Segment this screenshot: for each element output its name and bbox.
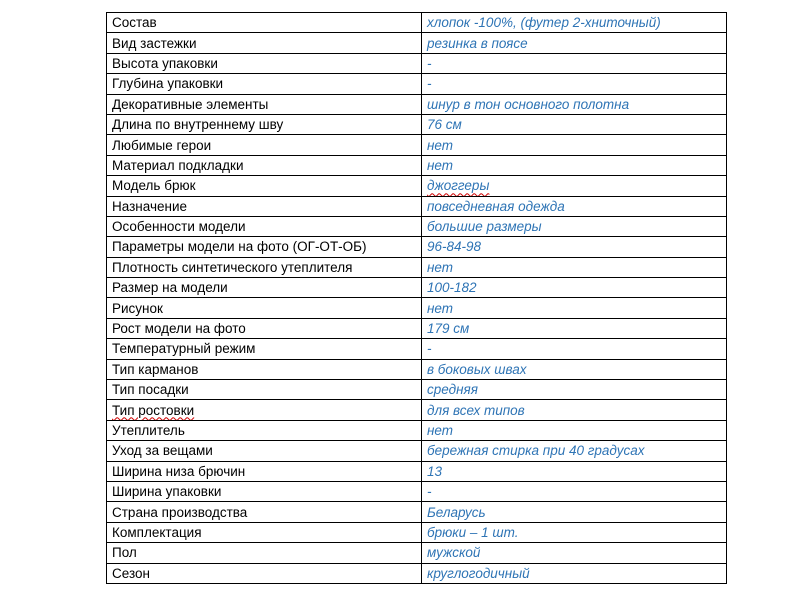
property-cell: Особенности модели: [107, 216, 422, 236]
value-cell: -: [422, 53, 727, 73]
value-cell: мужской: [422, 543, 727, 563]
spellcheck-flagged-text: джоггеры: [427, 178, 490, 194]
table-row: [107, 298, 727, 318]
table-row: [107, 481, 727, 501]
property-cell: Материал подкладки: [107, 155, 422, 175]
value-cell: [422, 176, 727, 196]
table-row: [107, 135, 727, 155]
property-cell: Высота упаковки: [107, 53, 422, 73]
property-cell: Размер на модели: [107, 278, 422, 298]
property-cell: Вид застежки: [107, 33, 422, 53]
property-cell: Любимые герои: [107, 135, 422, 155]
table-row: [107, 441, 727, 461]
table-row: [107, 563, 727, 583]
table-row: [107, 522, 727, 542]
value-cell: для всех типов: [422, 400, 727, 420]
value-cell: нет: [422, 257, 727, 277]
table-row: [107, 155, 727, 175]
property-cell: Комплектация: [107, 522, 422, 542]
table-row: [107, 380, 727, 400]
table-row: [107, 461, 727, 481]
value-cell: -: [422, 481, 727, 501]
table-row: [107, 237, 727, 257]
table-row: [107, 94, 727, 114]
table-row: [107, 216, 727, 236]
table-row: [107, 359, 727, 379]
property-cell: Температурный режим: [107, 339, 422, 359]
value-cell: хлопок -100%, (футер 2-хниточный): [422, 13, 727, 33]
property-cell: Модель брюк: [107, 176, 422, 196]
table-row: [107, 13, 727, 33]
product-spec-table: [106, 12, 727, 584]
spellcheck-flagged-text: Тип ростовки: [112, 402, 195, 418]
value-cell: 96-84-98: [422, 237, 727, 257]
table-row: [107, 318, 727, 338]
property-cell: Глубина упаковки: [107, 74, 422, 94]
value-cell: 13: [422, 461, 727, 481]
property-cell: Ширина упаковки: [107, 481, 422, 501]
value-cell: нет: [422, 420, 727, 440]
table-row: [107, 339, 727, 359]
property-cell: Пол: [107, 543, 422, 563]
property-cell: [107, 400, 422, 420]
value-cell: большие размеры: [422, 216, 727, 236]
table-row: [107, 257, 727, 277]
property-cell: Тип карманов: [107, 359, 422, 379]
value-cell: нет: [422, 298, 727, 318]
value-cell: нет: [422, 135, 727, 155]
property-cell: Рост модели на фото: [107, 318, 422, 338]
property-cell: Назначение: [107, 196, 422, 216]
table-row: [107, 53, 727, 73]
table-row: [107, 74, 727, 94]
property-cell: Длина по внутреннему шву: [107, 114, 422, 134]
value-cell: 76 см: [422, 114, 727, 134]
table-row: [107, 176, 727, 196]
property-cell: Сезон: [107, 563, 422, 583]
table-row: [107, 502, 727, 522]
value-cell: средняя: [422, 380, 727, 400]
table-row: [107, 33, 727, 53]
table-row: [107, 543, 727, 563]
value-cell: шнур в тон основного полотна: [422, 94, 727, 114]
table-row: [107, 420, 727, 440]
value-cell: брюки – 1 шт.: [422, 522, 727, 542]
value-cell: 100-182: [422, 278, 727, 298]
property-cell: Рисунок: [107, 298, 422, 318]
property-cell: Ширина низа брючин: [107, 461, 422, 481]
value-cell: бережная стирка при 40 градусах: [422, 441, 727, 461]
value-cell: резинка в поясе: [422, 33, 727, 53]
table-row: [107, 278, 727, 298]
property-cell: Уход за вещами: [107, 441, 422, 461]
value-cell: повседневная одежда: [422, 196, 727, 216]
property-cell: Декоративные элементы: [107, 94, 422, 114]
property-cell: Состав: [107, 13, 422, 33]
value-cell: -: [422, 74, 727, 94]
value-cell: в боковых швах: [422, 359, 727, 379]
property-cell: Плотность синтетического утеплителя: [107, 257, 422, 277]
value-cell: 179 см: [422, 318, 727, 338]
property-cell: Утеплитель: [107, 420, 422, 440]
property-cell: Параметры модели на фото (ОГ-ОТ-ОБ): [107, 237, 422, 257]
table-row: [107, 400, 727, 420]
value-cell: круглогодичный: [422, 563, 727, 583]
value-cell: нет: [422, 155, 727, 175]
table-row: [107, 114, 727, 134]
value-cell: Беларусь: [422, 502, 727, 522]
spec-table-body: [107, 13, 727, 584]
table-row: [107, 196, 727, 216]
property-cell: Тип посадки: [107, 380, 422, 400]
value-cell: -: [422, 339, 727, 359]
property-cell: Страна производства: [107, 502, 422, 522]
